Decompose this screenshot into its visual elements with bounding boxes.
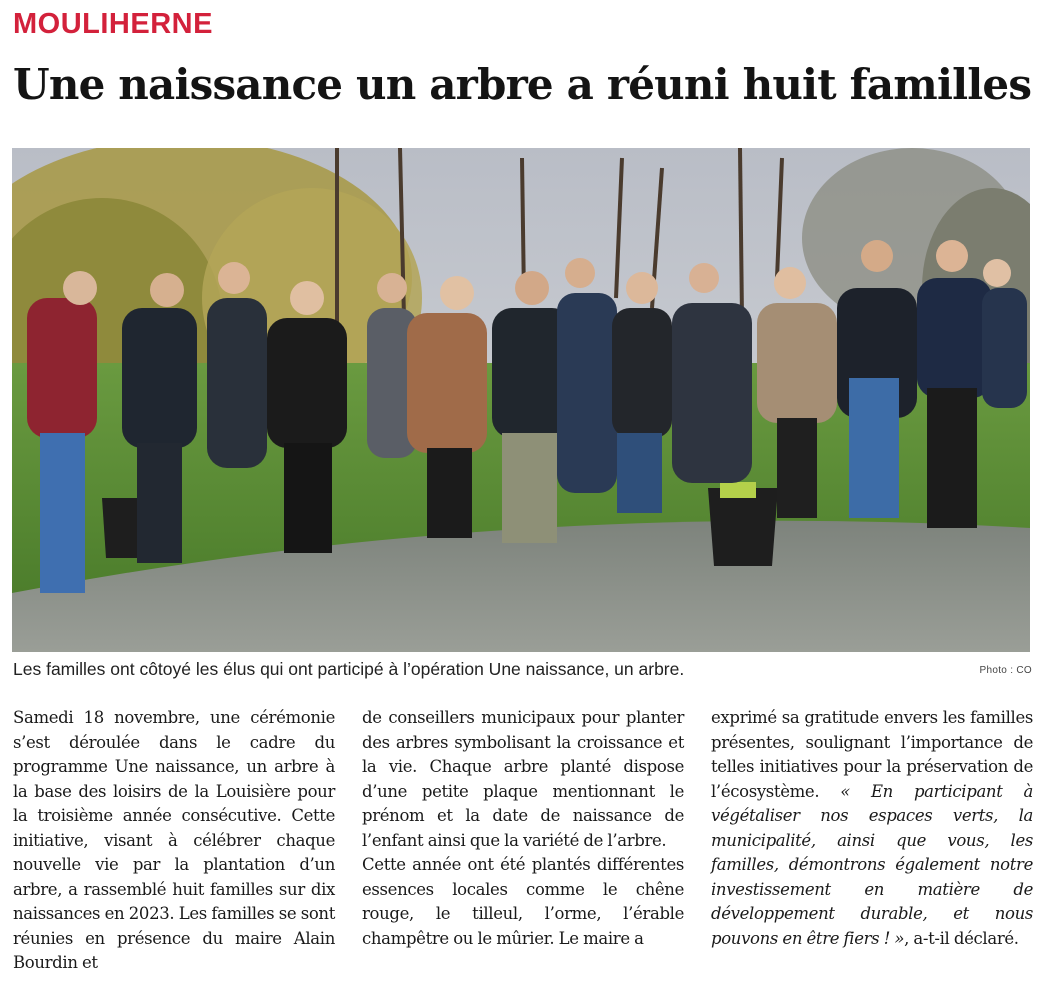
body-paragraph: de conseillers municipaux pour planter des arbres symbolisant la croissance et la vie. Chaque arbre planté dispose d’une petite plaque mentionnant le prénom et la date de naissance de l’enfant ainsi que la variété de l’arbre. — [362, 708, 684, 850]
article-body — [13, 706, 1033, 986]
body-paragraph — [711, 706, 1033, 951]
article-headline: Une naissance un arbre a réuni huit familles — [13, 60, 1032, 109]
body-column-1 — [13, 706, 335, 986]
body-column-2 — [362, 706, 684, 986]
body-column-3 — [711, 706, 1033, 986]
body-paragraph: Samedi 18 novembre, une cérémonie s’est déroulée dans le cadre du programme Une naissance, un arbre à la base des loisirs de la Louisière pour la troisième année consécutive. Cette initiative, visant à célébrer chaque nouvelle vie par la plantation d’un arbre, a rassemblé huit familles sur dix naissances en 2023. Les familles se sont réunies en présence du maire Alain Bourdin et — [13, 708, 335, 972]
group-photo-illustration — [12, 148, 1030, 652]
article-photo — [12, 148, 1030, 652]
body-text: , a-t-il déclaré. — [904, 928, 1019, 948]
mayor-quote: « En participant à végétaliser nos espaces verts, la municipalité, ainsi que vous, les familles, démontrons également notre investissement en matière de développement durable, et nous pouvons en être fiers ! » — [711, 781, 1033, 948]
photo-caption: Les familles ont côtoyé les élus qui ont participé à l’opération Une naissance, un arbre. — [13, 659, 685, 679]
body-paragraph: Cette année ont été plantés différentes essences locales comme le chêne rouge, le tilleul, l’orme, l’érable champêtre ou le mûrier. Le maire a — [362, 855, 684, 948]
body-text: exprimé sa gratitude envers les familles présentes, soulignant l’importance de telles initiatives pour la préservation de l’écosystème. — [711, 708, 1033, 801]
section-kicker: MOULIHERNE — [13, 8, 213, 40]
photo-credit: Photo : CO — [979, 665, 1032, 676]
